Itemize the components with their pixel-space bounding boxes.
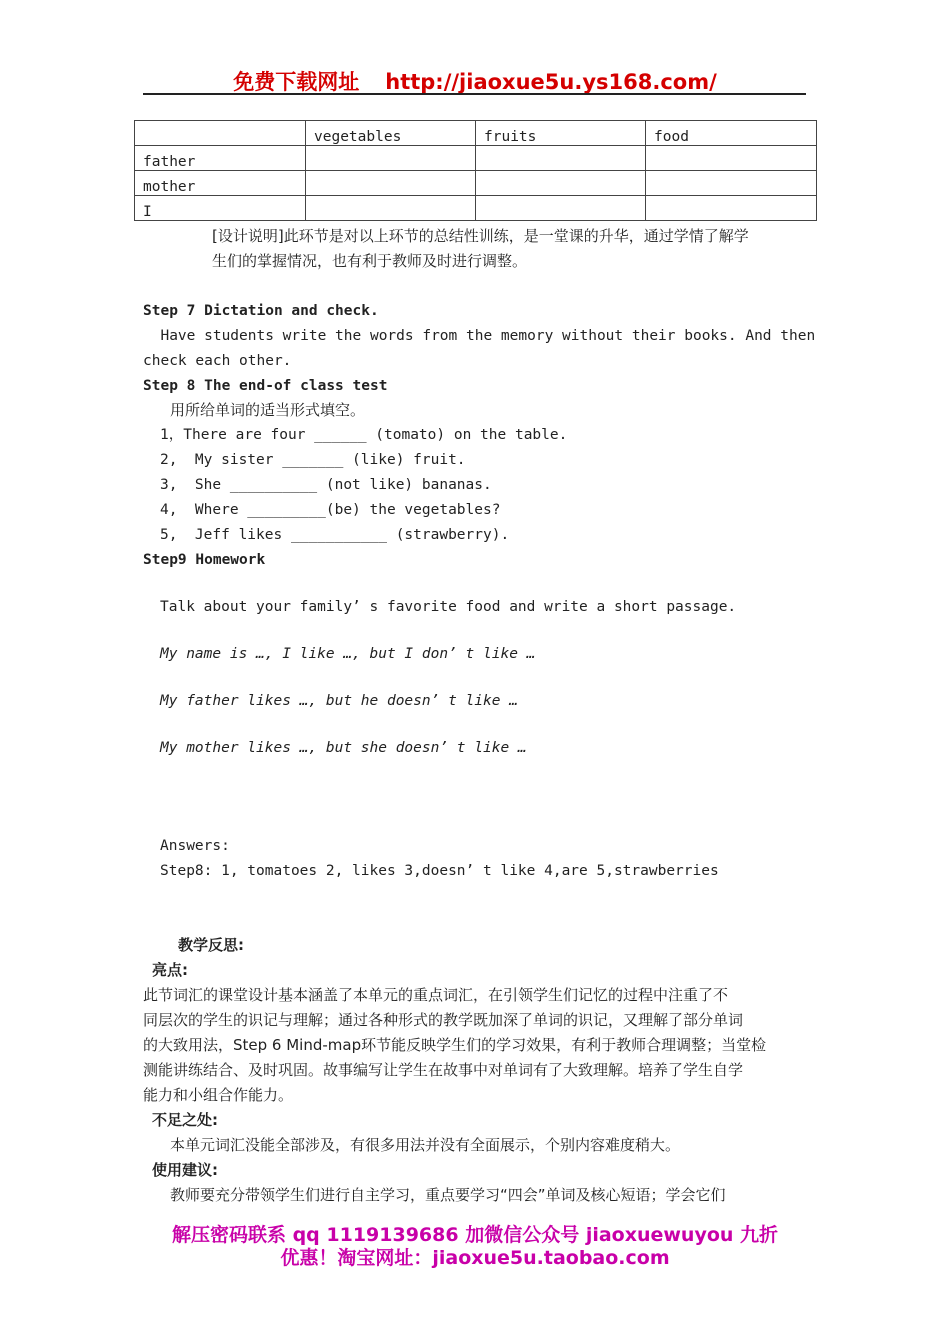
table-header-cell: food (646, 121, 817, 146)
table-header-row (135, 121, 817, 146)
highlights-label: 亮点: (152, 961, 188, 979)
table-cell (476, 171, 646, 196)
test-item: 1，There are four ______ (tomato) on the table. (160, 427, 568, 443)
test-item: 3, She __________ (not like) bananas. (160, 477, 492, 493)
highlights-line: 此节词汇的课堂设计基本涵盖了本单元的重点词汇，在引领学生们记忆的过程中注重了不 (143, 986, 729, 1004)
homework-task: Talk about your family’ s favorite food and write a short passage. (160, 599, 737, 615)
homework-example: My father likes …, but he doesn’ t like … (160, 693, 518, 709)
highlights-line: 的大致用法，Step 6 Mind-map环节能反映学生们的学习效果，有利于教师合理调整；当堂检 (143, 1036, 767, 1054)
suggestions-text: 教师要充分带领学生们进行自主学习，重点要学习“四会”单词及核心短语；学会它们 (170, 1186, 726, 1204)
design-note-line: 生们的掌握情况，也有利于教师及时进行调整。 (212, 252, 528, 270)
page-header (0, 66, 950, 96)
answers-label: Answers: (160, 838, 230, 854)
table-cell (646, 171, 817, 196)
test-item: 5, Jeff likes ___________ (strawberry). (160, 527, 510, 543)
test-item: 4, Where _________(be) the vegetables? (160, 502, 501, 518)
homework-example: My name is …, I like …, but I don’ t like … (160, 646, 536, 662)
table-cell (306, 146, 476, 171)
table-cell: I (135, 196, 306, 221)
step9-title: Step9 Homework (143, 552, 266, 568)
homework-example: My mother likes …, but she doesn’ t like … (160, 740, 527, 756)
step7-title: Step 7 Dictation and check. (143, 303, 379, 319)
table-header-cell: fruits (476, 121, 646, 146)
table-cell (646, 146, 817, 171)
table-cell (476, 196, 646, 221)
table-row (135, 171, 817, 196)
table-header-cell (135, 121, 306, 146)
highlights-line: 测能讲练结合、及时巩固。故事编写让学生在故事中对单词有了大致理解。培养了学生自学 (143, 1061, 744, 1079)
step8-instruction: 用所给单词的适当形式填空。 (170, 401, 366, 419)
table-cell (476, 146, 646, 171)
suggestions-label: 使用建议: (152, 1161, 218, 1179)
header-title: 免费下载网址 (233, 70, 360, 94)
table-cell: father (135, 146, 306, 171)
reflection-title: 教学反思: (178, 936, 244, 954)
shortcomings-label: 不足之处: (152, 1111, 218, 1129)
table-row (135, 196, 817, 221)
table-row (135, 146, 817, 171)
footer-contact-line: 解压密码联系 qq 1119139686 加微信公众号 jiaoxuewuyou 九折 (171, 1224, 779, 1246)
step7-text: check each other. (143, 353, 292, 369)
food-preference-table (134, 120, 817, 221)
footer-shop-line: 优惠！淘宝网址：jiaoxue5u.taobao.com (280, 1247, 670, 1269)
table-cell (306, 171, 476, 196)
step8-title: Step 8 The end-of class test (143, 378, 388, 394)
header-divider (143, 93, 806, 95)
highlights-line: 能力和小组合作能力。 (143, 1086, 294, 1104)
table-cell (306, 196, 476, 221)
design-note-line: [设计说明]此环节是对以上环节的总结性训练，是一堂课的升华，通过学情了解学 (212, 227, 749, 245)
table-header-cell: vegetables (306, 121, 476, 146)
shortcomings-text: 本单元词汇没能全部涉及，有很多用法并没有全面展示，个别内容难度稍大。 (170, 1136, 681, 1154)
answers-step8: Step8: 1, tomatoes 2, likes 3,doesn’ t like 4,are 5,strawberries (160, 863, 719, 879)
table-cell (646, 196, 817, 221)
step7-text: Have students write the words from the memory without their books. And then (143, 328, 816, 344)
header-url-link[interactable]: http://jiaoxue5u.ys168.com/ (385, 70, 717, 94)
table-cell: mother (135, 171, 306, 196)
test-item: 2, My sister _______ (like) fruit. (160, 452, 466, 468)
highlights-line: 同层次的学生的识记与理解；通过各种形式的教学既加深了单词的识记，又理解了部分单词 (143, 1011, 744, 1029)
